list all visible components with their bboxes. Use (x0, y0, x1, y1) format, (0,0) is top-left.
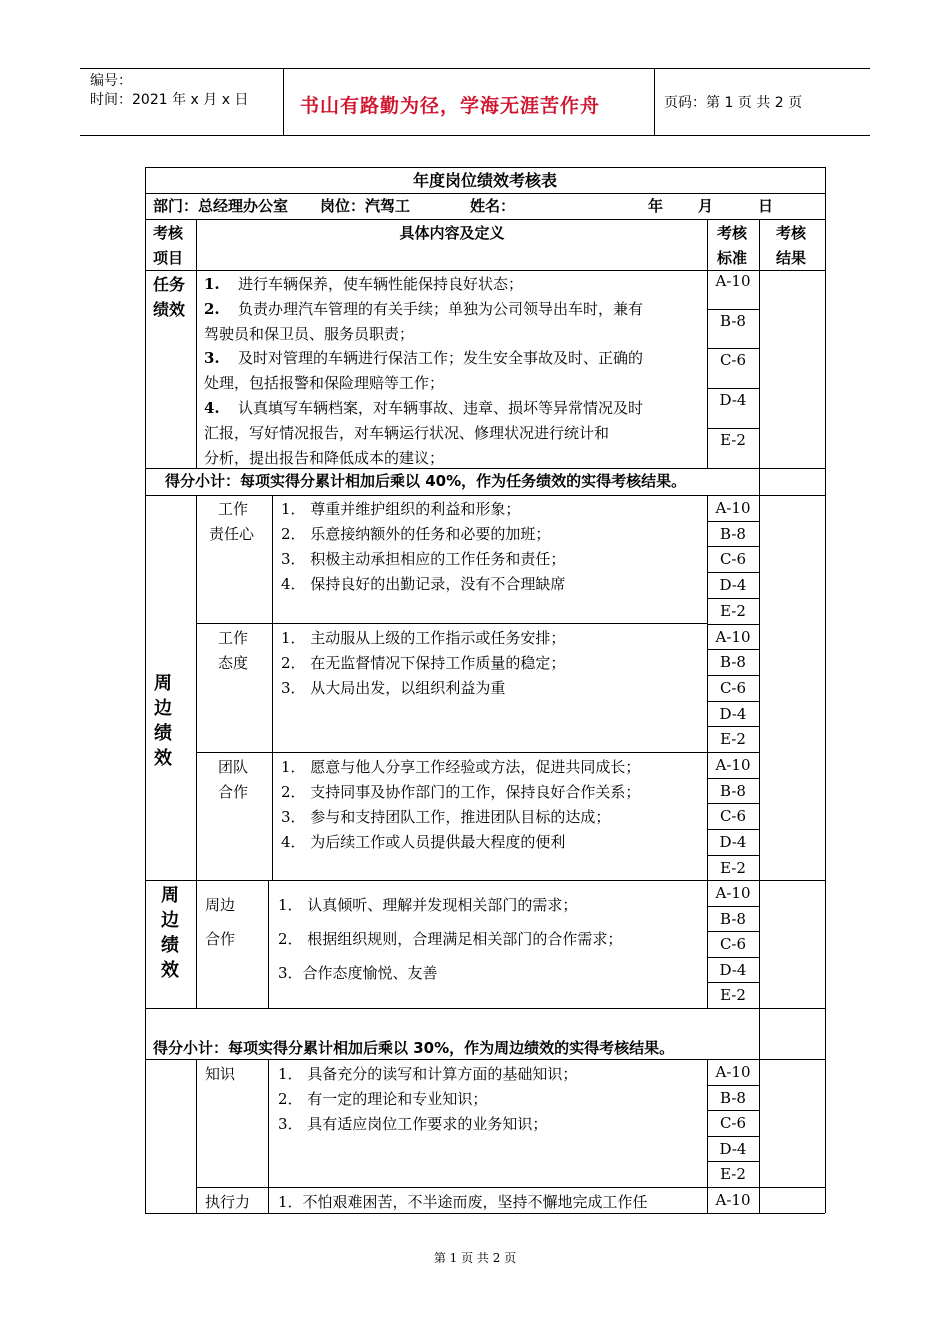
grid-hline (707, 309, 759, 310)
header-time-label: 时间：2021 年 x 月 x 日 (90, 92, 249, 108)
grid-vline (268, 880, 269, 1008)
attitude-grade: E-2 (720, 730, 746, 748)
periph-item: 2． 在无监督情况下保持工作质量的稳定； (281, 654, 566, 672)
grid-vline (145, 167, 146, 1213)
execution-grade: A-10 (715, 1191, 751, 1209)
ability-sub-knowledge: 知识 (205, 1065, 236, 1083)
responsibility-grade: D-4 (719, 576, 747, 594)
grid-hline (707, 348, 759, 349)
periph2-item: 2． 根据组织规则，合理满足相关部门的合作需求； (278, 930, 623, 948)
periph-item: 1． 愿意与他人分享工作经验或方法，促进共同成长； (281, 758, 641, 776)
grid-vline (196, 495, 197, 880)
task-line: 负责办理汽车管理的有关手续；单独为公司领导出车时，兼有 (238, 300, 644, 318)
task-num-1: 1. (204, 275, 220, 293)
task-line: 分析，提出报告和降低成本的建议； (204, 449, 445, 467)
grid-hline (707, 428, 759, 429)
task-num-4: 4. (204, 399, 220, 417)
teamwork-grade: A-10 (715, 756, 751, 774)
knowledge-grade: A-10 (715, 1063, 751, 1081)
task-subtotal: 得分小计：每项实得分累计相加后乘以 40%，作为任务绩效的实得考核结果。 (165, 472, 687, 490)
task-grade-b: B-8 (720, 312, 746, 330)
attitude-grade: C-6 (719, 679, 747, 697)
periph2-item: 3．合作态度愉悦、友善 (278, 964, 438, 982)
teamwork-grade: D-4 (719, 833, 747, 851)
grid-vline (825, 167, 826, 1213)
attitude-grade: B-8 (720, 653, 746, 671)
knowledge-grade: B-8 (720, 1089, 746, 1107)
task-label-1: 任务 (153, 275, 186, 294)
periph-label-3: 绩 (154, 723, 172, 744)
grid-vline (707, 219, 708, 270)
grid-vline (759, 468, 760, 495)
periph-label-1: 周 (154, 673, 172, 694)
task-grade-c: C-6 (719, 351, 747, 369)
grid-hline (145, 219, 825, 220)
periph2-sub-2: 合作 (205, 930, 236, 948)
periph2-label-1: 周 (161, 885, 179, 906)
grid-vline (759, 880, 760, 1008)
header-top-border (80, 68, 870, 69)
col-header-item-2: 项目 (153, 249, 184, 267)
ability-sub-execution: 执行力 (205, 1193, 251, 1211)
info-year: 年 (648, 197, 664, 215)
header-divider-right (654, 68, 655, 136)
task-line: 认真填写车辆档案，对车辆事故、违章、损坏等异常情况及时 (238, 399, 644, 417)
periph-label-2: 边 (154, 698, 172, 719)
header-divider-left (283, 68, 284, 136)
teamwork-grade: C-6 (719, 807, 747, 825)
periph-item: 3． 从大局出发，以组织利益为重 (281, 679, 506, 697)
col-header-content: 具体内容及定义 (399, 224, 505, 242)
table-title: 年度岗位绩效考核表 (412, 171, 557, 190)
grid-hline (707, 388, 759, 389)
info-post: 岗位：汽驾工 (320, 197, 411, 215)
periph-item: 2． 支持同事及协作部门的工作，保持良好合作关系； (281, 783, 641, 801)
col-header-std-2: 标准 (717, 249, 748, 267)
teamwork-grade: B-8 (720, 782, 746, 800)
task-line: 汇报，写好情况报告，对车辆运行状况、修理状况进行统计和 (204, 424, 610, 442)
grid-vline (272, 495, 273, 880)
periph-item: 1． 尊重并维护组织的利益和形象； (281, 500, 521, 518)
grid-vline (196, 270, 197, 468)
teamwork-grade: E-2 (720, 859, 746, 877)
grid-vline (268, 1059, 269, 1213)
grid-vline (759, 270, 760, 468)
info-dept: 部门：总经理办公室 (153, 197, 289, 215)
periph2-sub-1: 周边 (205, 896, 236, 914)
task-label-2: 绩效 (153, 300, 186, 319)
task-num-3: 3. (204, 349, 220, 367)
grid-vline (759, 219, 760, 270)
task-num-2: 2. (204, 300, 220, 318)
col-header-std-1: 考核 (717, 224, 748, 242)
periph-item: 2． 乐意接纳额外的任务和必要的加班； (281, 525, 551, 543)
periph-item: 3． 积极主动承担相应的工作任务和责任； (281, 550, 566, 568)
responsibility-grade: B-8 (720, 525, 746, 543)
periph-sub-responsibility-1: 工作 (218, 500, 249, 518)
knowledge-grade: C-6 (719, 1114, 747, 1132)
task-line: 驾驶员和保卫员、服务员职责； (204, 325, 415, 343)
periph2-label-4: 效 (161, 960, 179, 981)
info-day: 日 (758, 197, 774, 215)
periph-item: 4． 为后续工作或人员提供最大程度的便利 (281, 833, 566, 851)
task-grade-d: D-4 (719, 391, 747, 409)
periph2-label-2: 边 (161, 910, 179, 931)
task-line: 处理，包括报警和保险理赔等工作； (204, 374, 445, 392)
task-line: 进行车辆保养，使车辆性能保持良好状态； (238, 275, 524, 293)
periph-item: 1． 主动服从上级的工作指示或任务安排； (281, 629, 566, 647)
col-header-result-1: 考核 (776, 224, 807, 242)
periph-sub-attitude-2: 态度 (218, 654, 249, 672)
ability-item: 3． 具有适应岗位工作要求的业务知识； (278, 1115, 548, 1133)
periph-sub-responsibility-2: 责任心 (209, 525, 255, 543)
responsibility-grade: E-2 (720, 602, 746, 620)
periph-item: 4． 保持良好的出勤记录，没有不合理缺席 (281, 575, 566, 593)
attitude-grade: A-10 (715, 628, 751, 646)
ability-item: 1．不怕艰难困苦，不半途而废，坚持不懈地完成工作任 (278, 1193, 648, 1211)
grid-vline (196, 880, 197, 1008)
periph2-grade: B-8 (720, 910, 746, 928)
responsibility-grade: A-10 (715, 499, 751, 517)
info-month: 月 (698, 197, 714, 215)
col-header-item-1: 考核 (153, 224, 184, 242)
page-footer: 第 1 页 共 2 页 (433, 1251, 517, 1265)
ability-item: 2． 有一定的理论和专业知识； (278, 1090, 488, 1108)
grid-vline (759, 1008, 760, 1059)
responsibility-grade: C-6 (719, 550, 747, 568)
grid-hline (196, 623, 707, 624)
task-grade-a: A-10 (715, 272, 751, 290)
periph2-grade: C-6 (719, 935, 747, 953)
header-bottom-border (80, 135, 870, 136)
task-line: 及时对管理的车辆进行保洁工作；发生安全事故及时、正确的 (238, 349, 644, 367)
info-name: 姓名： (470, 197, 516, 215)
grid-vline (196, 1059, 197, 1213)
ability-item: 1． 具备充分的读写和计算方面的基础知识； (278, 1065, 578, 1083)
knowledge-grade: D-4 (719, 1140, 747, 1158)
attitude-grade: D-4 (719, 705, 747, 723)
col-header-result-2: 结果 (776, 249, 807, 267)
periph2-grade: D-4 (719, 961, 747, 979)
grid-vline (759, 1059, 760, 1213)
periph-sub-teamwork-1: 团队 (218, 758, 249, 776)
grid-hline (196, 752, 707, 753)
periph2-grade: A-10 (715, 884, 751, 902)
periph2-grade: E-2 (720, 986, 746, 1004)
periph2-label-3: 绩 (161, 935, 179, 956)
periph2-item: 1． 认真倾听、理解并发现相关部门的需求； (278, 896, 578, 914)
header-code-label: 编号： (90, 73, 132, 89)
grid-hline (145, 1008, 825, 1009)
periph-label-4: 效 (154, 748, 172, 769)
knowledge-grade: E-2 (720, 1165, 746, 1183)
periph-sub-attitude-1: 工作 (218, 629, 249, 647)
task-grade-e: E-2 (720, 431, 746, 449)
grid-vline (759, 495, 760, 880)
periph-sub-teamwork-2: 合作 (218, 783, 249, 801)
header-slogan: 书山有路勤为径，学海无涯苦作舟 (300, 95, 601, 117)
periph-subtotal: 得分小计：每项实得分累计相加后乘以 30%，作为周边绩效的实得考核结果。 (153, 1039, 675, 1057)
header-page-label: 页码：第 1 页 共 2 页 (664, 95, 803, 111)
periph-item: 3． 参与和支持团队工作，推进团队目标的达成； (281, 808, 611, 826)
